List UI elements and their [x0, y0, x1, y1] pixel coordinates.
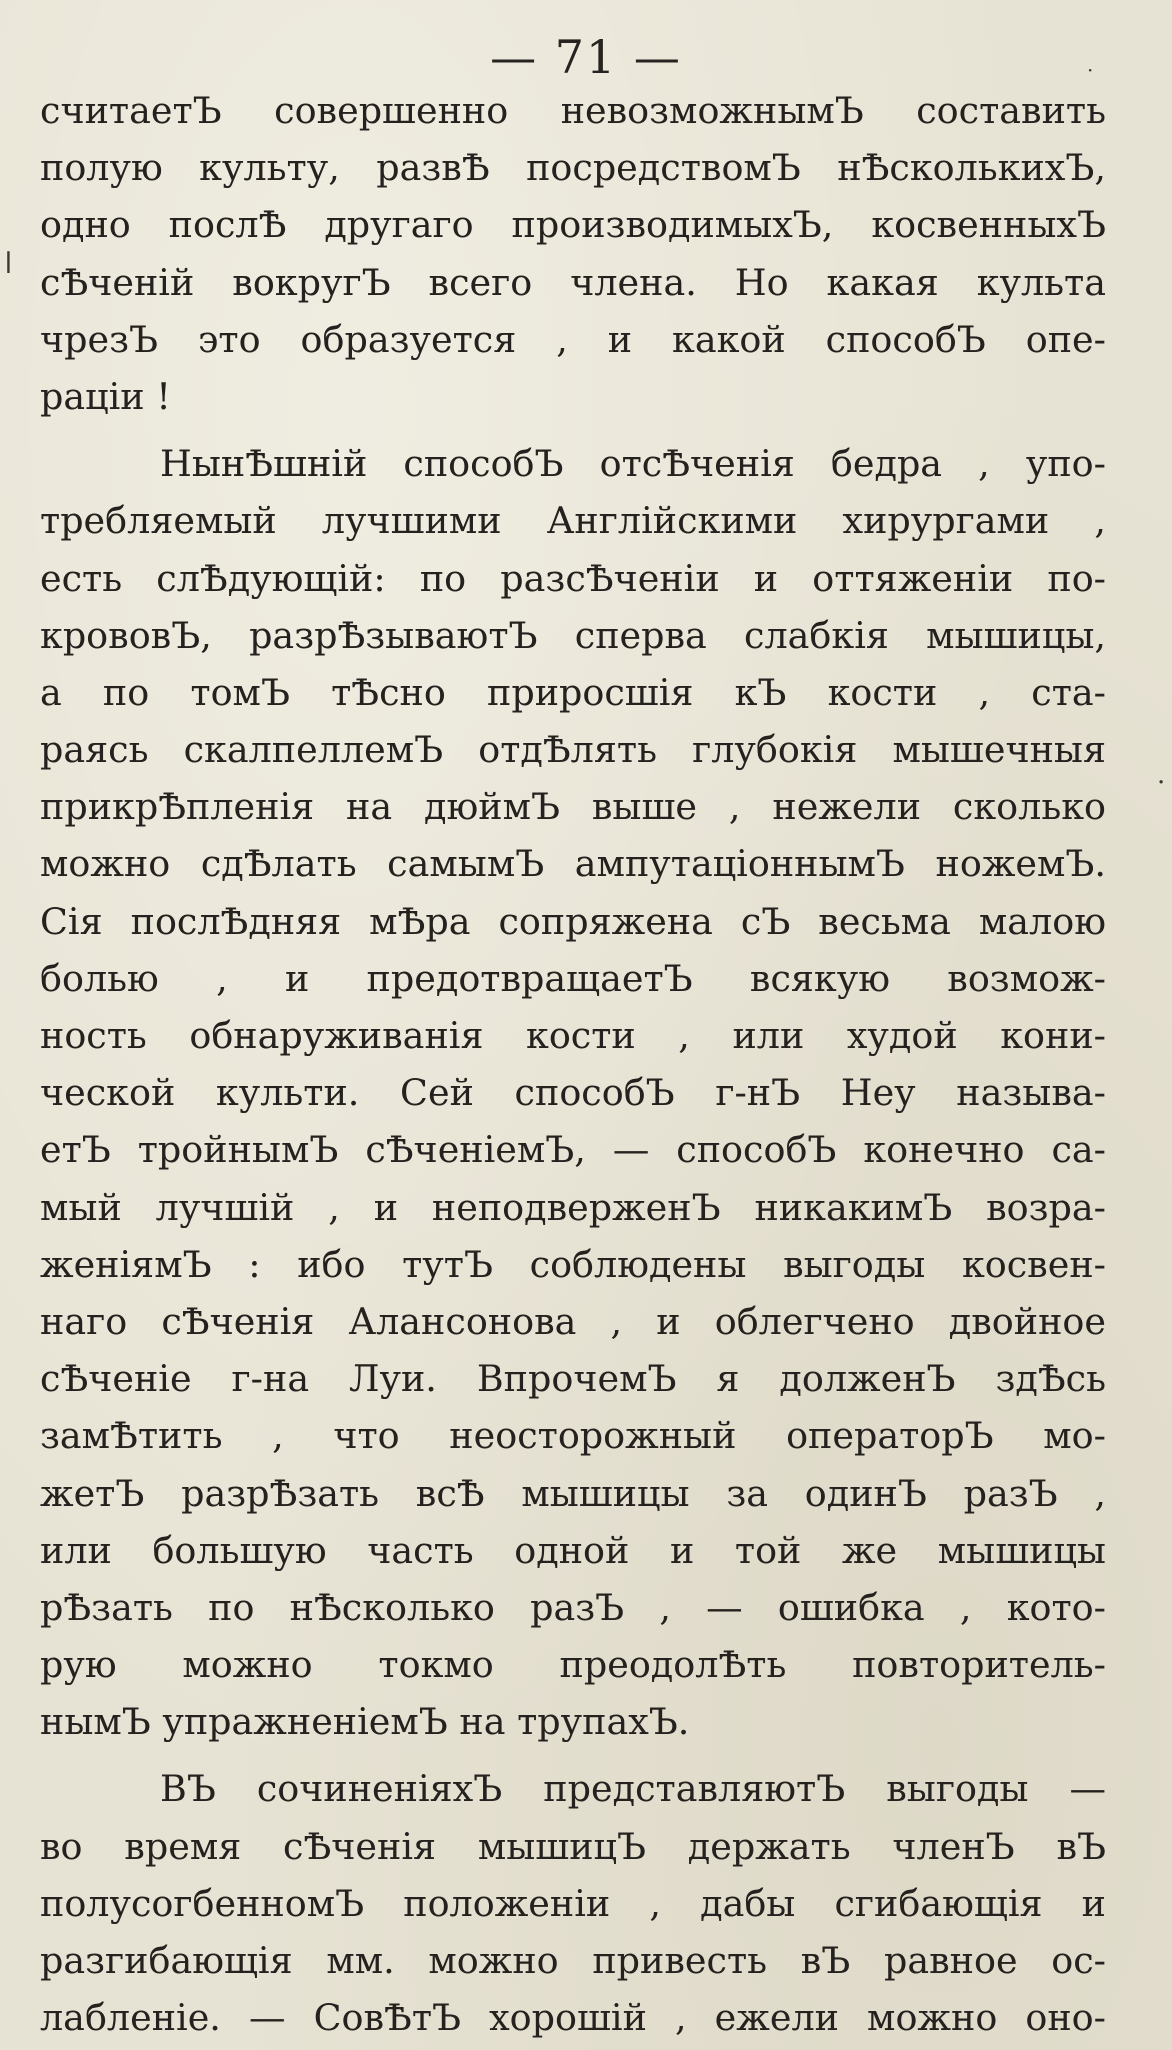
- text-line: одно послѢ другаго производимыхЪ, косвенныхЪ: [40, 203, 1106, 247]
- text-line: Сія послѢдняя мѢра сопряжена сЪ весьма малою: [40, 899, 1106, 943]
- text-line: прикрѢпленія на дюймЪ выше , нежели сколько: [40, 785, 1106, 829]
- text-line: раціи !: [40, 374, 171, 418]
- text-line: есть слѢдующій: по разсѢченіи и оттяженіи по-: [40, 556, 1106, 600]
- text-line: болью , и предотвращаетЪ всякую возмож-: [40, 956, 1106, 1000]
- text-line: полусогбенномЪ положеніи , дабы сгибающія и: [40, 1881, 1106, 1925]
- text-line: требляемый лучшими Англійскими хирургами ,: [40, 499, 1106, 543]
- text-line: крововЪ, разрѢзываютЪ сперва слабкія мышицы,: [40, 613, 1106, 657]
- text-line: сѢченій вокругЪ всего члена. Но какая культа: [40, 260, 1106, 304]
- ink-speck-mark: ·: [1087, 58, 1094, 82]
- page-number: — 71 —: [490, 30, 682, 84]
- text-line: лабленіе. — СовѢтЪ хорошій , ежели можно оно-: [40, 1996, 1106, 2040]
- text-line: а по томЪ тѢсно приросшія кЪ кости , ста-: [40, 670, 1106, 714]
- paragraph-gap: [40, 1750, 1106, 1760]
- text-line: рѢзать по нѢсколько разЪ , — ошибка , кото-: [40, 1585, 1106, 1629]
- text-line: женіямЪ : ибо тутЪ соблюдены выгоды косвен-: [40, 1242, 1106, 1286]
- text-line: жетЪ разрѢзать всѢ мышицы за одинЪ разЪ ,: [40, 1471, 1106, 1515]
- text-line: рую можно токмо преодолѢть повторитель-: [40, 1643, 1106, 1687]
- text-line: чрезЪ это образуется , и какой способЪ опе-: [40, 317, 1106, 361]
- text-line: мый лучшій , и неподверженЪ никакимЪ возра-: [40, 1185, 1106, 1229]
- margin-dot-mark: ·: [1157, 768, 1166, 798]
- text-line: разгибающія мм. можно привесть вЪ равное ос-: [40, 1939, 1106, 1982]
- paragraph: [40, 82, 1106, 425]
- text-line: ность обнаруживанія кости , или худой кони-: [40, 1014, 1106, 1057]
- text-line: замѢтить , что неосторожный операторЪ мо-: [40, 1414, 1106, 1458]
- paragraph-gap: [40, 425, 1106, 435]
- margin-tick-mark: ǀ: [4, 246, 13, 281]
- text-line: НынѢшній способЪ отсѢченія бедра , упо-: [160, 442, 1106, 486]
- text-line: считаетЪ совершенно невозможнымЪ составить: [40, 89, 1106, 132]
- text-line: можно сдѢлать самымЪ ампутаціоннымЪ ножемЪ.: [40, 842, 1106, 886]
- text-line: нымЪ упражненіемЪ на трупахЪ.: [40, 1700, 690, 1744]
- text-line: наго сѢченія Алансонова , и облегчено двойное: [40, 1299, 1106, 1343]
- text-line: раясь скалпеллемЪ отдѢлять глубокія мышечныя: [40, 728, 1106, 772]
- paragraph: [40, 435, 1106, 1750]
- body-text: [40, 82, 1106, 2046]
- text-line: ческой культи. Сей способЪ г-нЪ Неу называ-: [40, 1071, 1106, 1115]
- text-line: полую культу, развѢ посредствомЪ нѢсколькихЪ,: [40, 146, 1106, 190]
- text-line: или большую часть одной и той же мышицы: [40, 1528, 1106, 1572]
- text-line: сѢченіе г-на Луи. ВпрочемЪ я долженЪ здѢсь: [40, 1357, 1106, 1401]
- text-line: ВЪ сочиненіяхЪ представляютЪ выгоды —: [160, 1767, 1106, 1811]
- text-line: етЪ тройнымЪ сѢченіемЪ, — способЪ конечно са-: [40, 1128, 1106, 1172]
- text-line: во время сѢченія мышицЪ держать членЪ вЪ: [40, 1824, 1106, 1868]
- paragraph: [40, 1760, 1106, 2046]
